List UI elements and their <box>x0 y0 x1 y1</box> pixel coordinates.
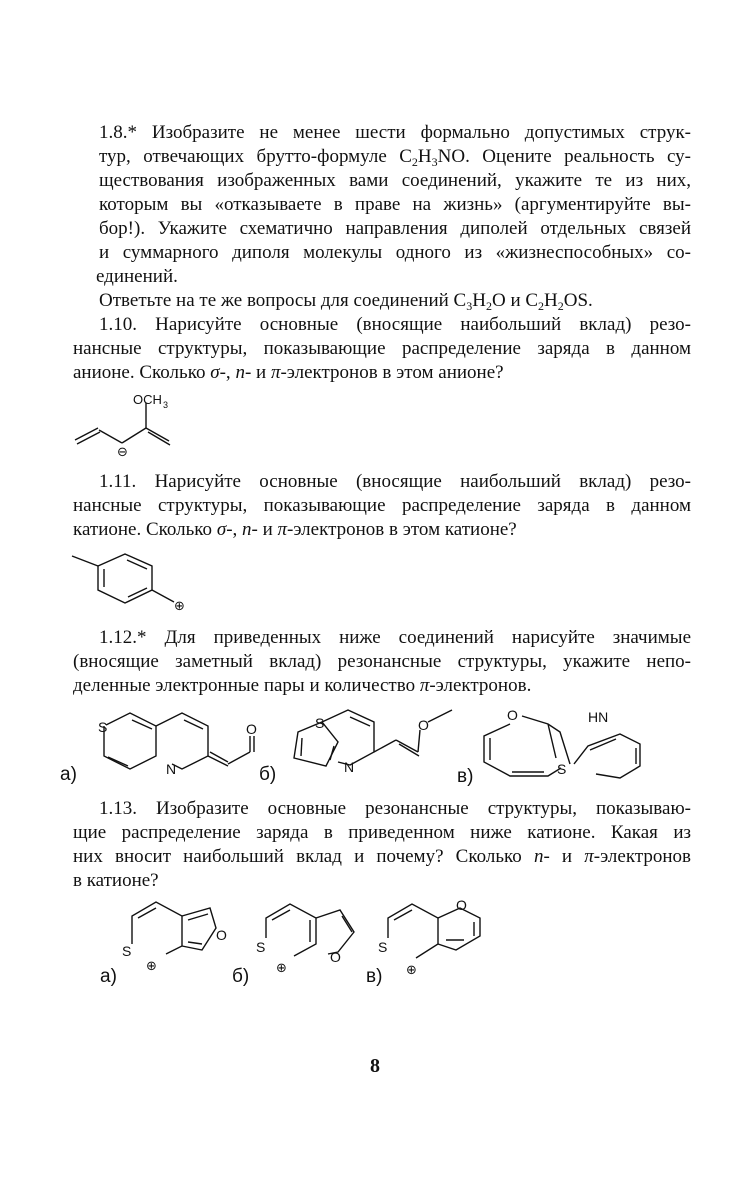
text-line: 1.13. Изобразите основные резонансные структуры, показываю- <box>99 798 691 819</box>
text-line: катионе. Сколько σ-, n- и π-электронов в этом катионе? <box>73 519 517 540</box>
text-line: деленные электронные пары и количество π-электронов. <box>73 675 532 696</box>
sulfur-label: S <box>315 715 325 731</box>
sulfur-label: S <box>98 719 108 735</box>
oxygen-label: O <box>330 949 341 965</box>
cations-1-13-drawing <box>70 888 510 988</box>
text-line: единений. <box>96 266 178 287</box>
sulfur-label: S <box>557 761 567 777</box>
sulfur-label: S <box>378 939 388 955</box>
sulfur-label: S <box>256 939 266 955</box>
label-b: б) <box>259 764 277 785</box>
compounds-1-12-drawing <box>60 702 660 787</box>
text-line: щие распределение заряда в приведенном ниже катионе. Какая из <box>73 822 691 843</box>
label-a: а) <box>100 966 117 987</box>
text-line: анионе. Сколько σ-, n- и π-электронов в этом анионе? <box>73 362 504 383</box>
page-number: 8 <box>370 1055 380 1077</box>
positive-charge: ⊕ <box>174 598 185 613</box>
label-c: в) <box>457 766 474 787</box>
problem-1-8-followup <box>99 289 691 313</box>
text-line: (вносящие заметный вклад) резонансные структуры, укажите непо- <box>73 651 691 672</box>
positive-charge: ⊕ <box>276 960 287 975</box>
och3-subscript: 3 <box>163 400 169 410</box>
anion-structure <box>70 388 210 460</box>
text-line: ществования изображенных вами соединений, укажите те из них, <box>99 170 691 191</box>
positive-charge: ⊕ <box>146 958 157 973</box>
problem-1-8 <box>96 121 691 289</box>
text-line: бор!). Укажите схематично направления диполей отдельных связей <box>99 218 691 239</box>
oxygen-label: O <box>507 707 518 723</box>
oxygen-label: O <box>216 927 227 943</box>
negative-charge: ⊖ <box>117 444 128 459</box>
problem-1-12 <box>73 626 691 698</box>
sulfur-label: S <box>122 943 132 959</box>
text-line: и суммарного диполя молекулы одного из «жизнеспособных» со- <box>99 242 691 263</box>
label-b: б) <box>232 966 250 987</box>
text-line: Ответьте на те же вопросы для соединений $C_3H_2O$ и $C_2H_2OS$. <box>99 290 593 313</box>
text-line: 1.12.* Для приведенных ниже соединений нарисуйте значимые <box>99 627 691 648</box>
text-line: тур, отвечающих брутто-формуле $C_2H_3NO$. Оцените реальность су- <box>99 146 691 169</box>
nitrogen-label: N <box>166 761 177 777</box>
text-line: нансные структуры, показывающие распределение заряда в данном <box>73 338 691 359</box>
text-line: 1.11. Нарисуйте основные (вносящие наибольший вклад) резо- <box>99 471 691 492</box>
oxygen-label: O <box>246 721 257 737</box>
text-line: 1.10. Нарисуйте основные (вносящие наибольший вклад) резо- <box>99 314 691 335</box>
problem-1-11 <box>73 470 691 542</box>
text-line: нансные структуры, показывающие распределение заряда в данном <box>73 495 691 516</box>
cations-1-13 <box>70 888 510 988</box>
label-a: а) <box>60 764 77 785</box>
nitrogen-label: N <box>344 759 355 775</box>
problem-1-10 <box>73 313 691 385</box>
oxygen-label: O <box>418 717 429 733</box>
problem-1-13 <box>73 797 691 893</box>
positive-charge: ⊕ <box>406 962 417 977</box>
text-line: которым вы «отказываете в праве на жизнь» (аргументируйте вы- <box>99 194 691 215</box>
cation-structure <box>72 548 202 618</box>
cation-structure-drawing <box>72 548 202 618</box>
text-line: в катионе? <box>73 870 159 891</box>
text-line: 1.8.* Изобразите не менее шести формально допустимых струк- <box>99 122 691 143</box>
anion-structure-drawing <box>70 388 210 460</box>
label-c: в) <box>366 966 383 987</box>
och3-label: OCH <box>133 392 162 407</box>
hn-label: HN <box>588 709 609 725</box>
oxygen-label: O <box>456 897 467 913</box>
compounds-1-12 <box>60 702 660 787</box>
text-line: них вносит наибольший вклад и почему? Сколько n- и π-электронов <box>73 846 691 867</box>
